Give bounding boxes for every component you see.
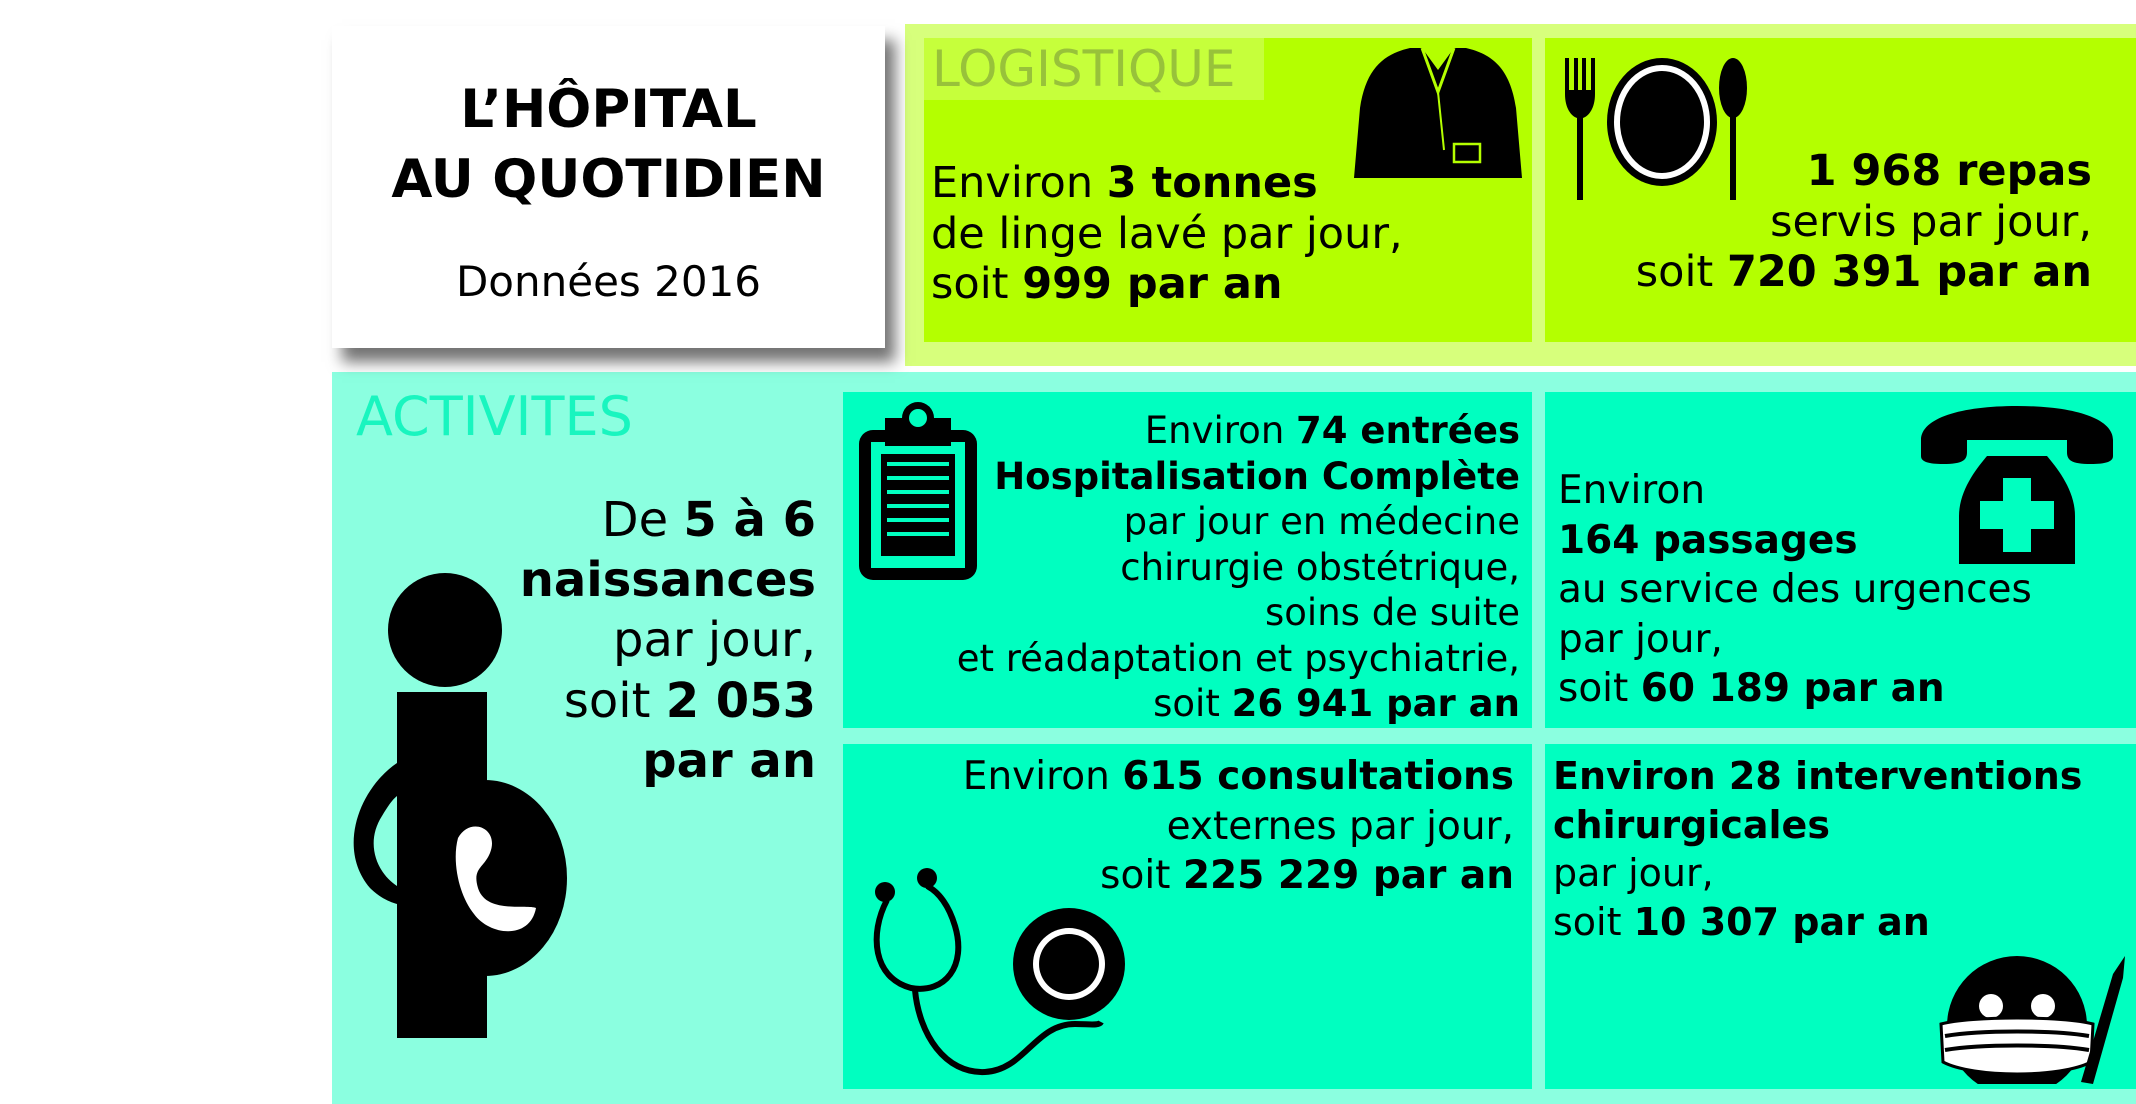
logistique-label: LOGISTIQUE bbox=[924, 38, 1264, 100]
chirurgie-text: Environ 28 interventions chirurgicales par jour, soit 10 307 par an bbox=[1553, 754, 2083, 944]
subtitle: Données 2016 bbox=[455, 257, 762, 306]
urgences-text: Environ 164 passages au service des urgences par jour, soit 60 189 par an bbox=[1558, 468, 2032, 711]
title-line-1: L’HÔPITAL bbox=[460, 79, 757, 140]
repas-text: 1 968 repas servis par jour, soit 720 391 par an bbox=[1635, 146, 2092, 298]
consultations-text: Environ 615 consultations externes par jour, soit 225 229 par an bbox=[962, 754, 1514, 898]
naissances-text: De 5 à 6 naissances par jour, soit 2 053 par an bbox=[519, 492, 816, 789]
title-card bbox=[332, 26, 885, 348]
linge-text: Environ 3 tonnes de linge lavé par jour, soit 999 par an bbox=[931, 158, 1403, 310]
surgeon-icon bbox=[1931, 954, 2129, 1084]
activites-label: ACTIVITES bbox=[356, 385, 633, 448]
title-line-2: AU QUOTIDIEN bbox=[391, 149, 826, 210]
hospitalisation-text: Environ 74 entrées Hospitalisation Complète par jour en médecine chirurgie obstétrique, soins de suite et réadaptation et psychiatrie, soit 26 941 par an bbox=[956, 409, 1520, 725]
